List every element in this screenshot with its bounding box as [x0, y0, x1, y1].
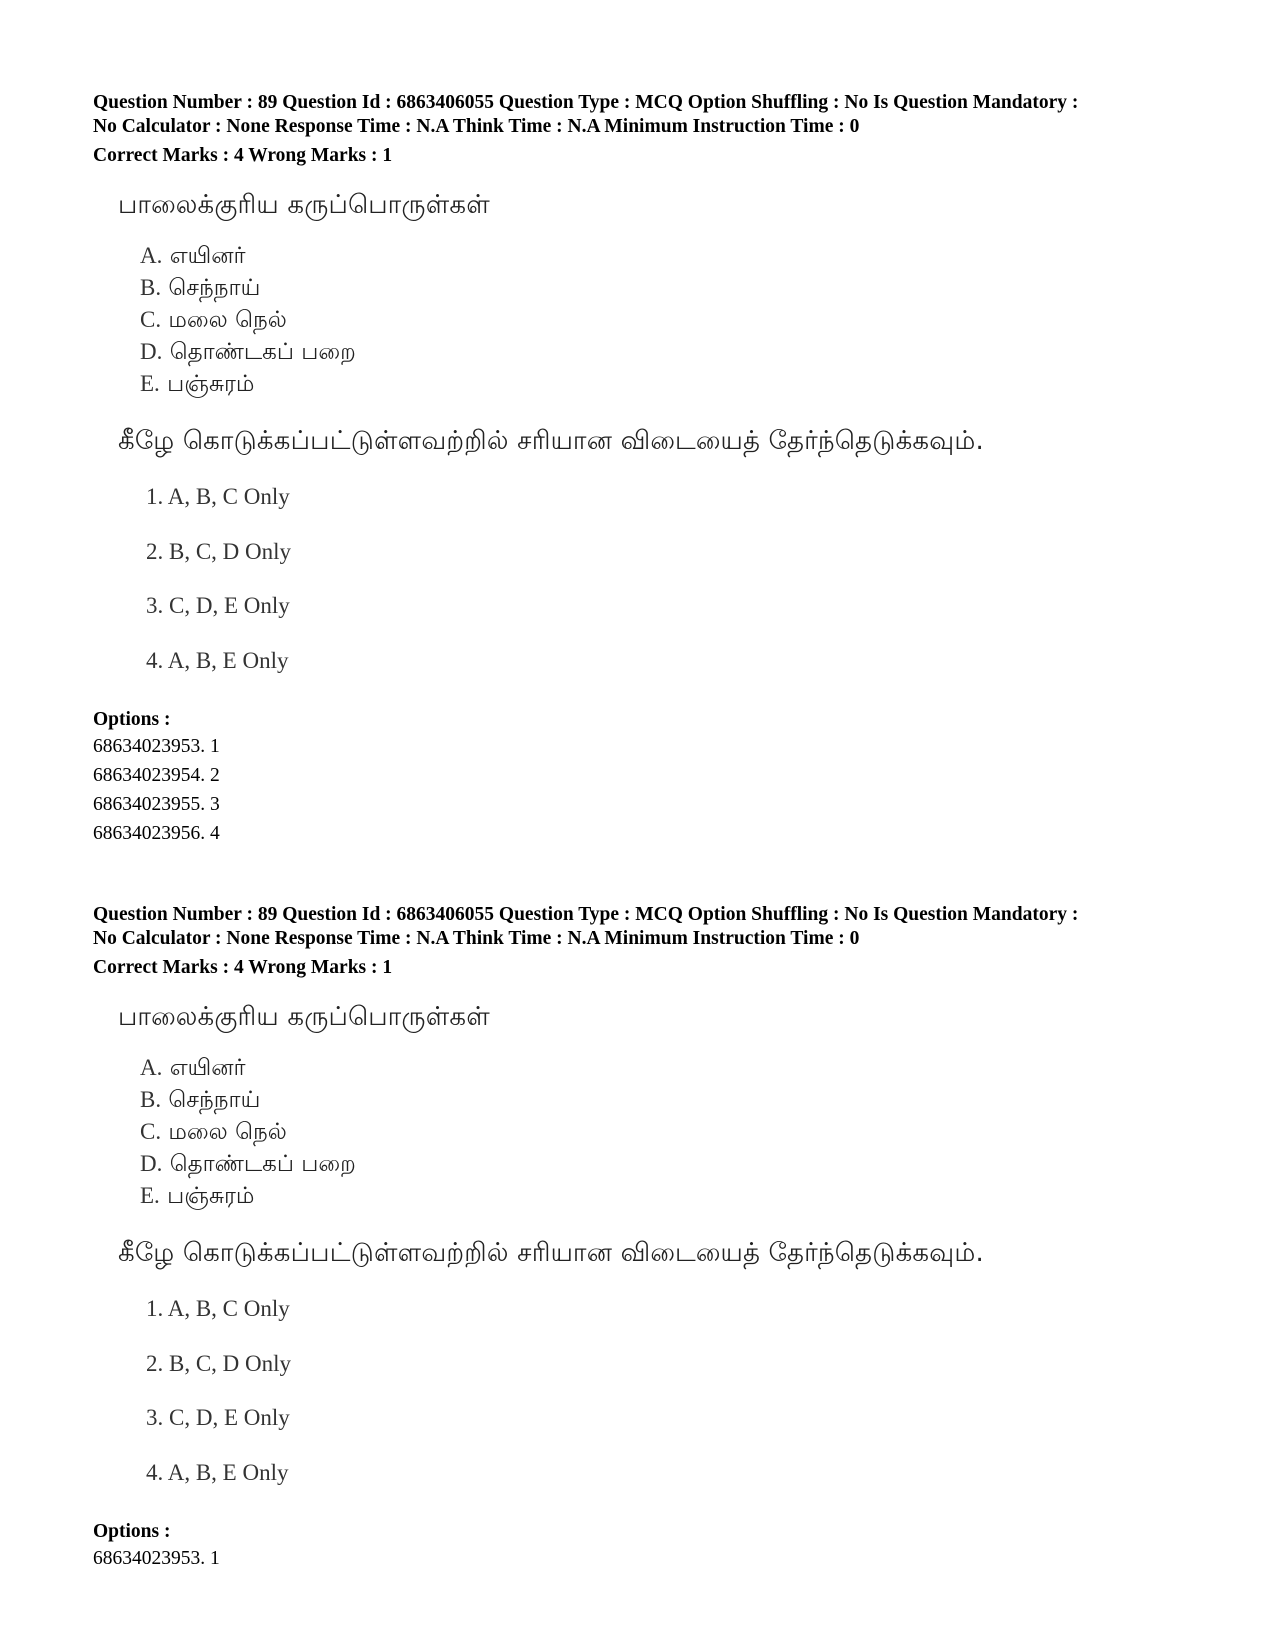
- question-marks: Correct Marks : 4 Wrong Marks : 1: [93, 145, 393, 166]
- question-meta-line-2: No Calculator : None Response Time : N.A Think Time : N.A Minimum Instruction Time : 0: [93, 928, 860, 949]
- statement-text: எயினர்: [169, 243, 246, 269]
- statement-label: A.: [140, 1055, 163, 1080]
- answer-choice-4: 4. A, B, E Only: [146, 647, 289, 673]
- statement-e: [140, 1180, 356, 1212]
- question-meta-line-1: Question Number : 89 Question Id : 6863406055 Question Type : MCQ Option Shuffling : No Is Question Mandatory :: [93, 904, 1079, 925]
- statement-b: [140, 272, 356, 304]
- statement-e: [140, 368, 356, 400]
- option-id-3: 68634023955. 3: [93, 794, 220, 815]
- statement-text: செந்நாய்: [168, 1087, 261, 1113]
- question-stem: பாலைக்குரிய கருப்பொருள்கள்: [118, 190, 490, 220]
- statement-text: எயினர்: [169, 1055, 246, 1081]
- answer-choice-2: 2. B, C, D Only: [146, 1350, 292, 1376]
- statement-label: E.: [140, 371, 160, 396]
- statement-c: [140, 304, 356, 336]
- statement-label: B.: [140, 1087, 162, 1112]
- option-id-2: 68634023954. 2: [93, 765, 220, 786]
- answer-choice-1: 1. A, B, C Only: [146, 1296, 290, 1321]
- answer-choice-3: 3. C, D, E Only: [146, 593, 290, 618]
- options-section: [93, 1520, 1203, 1573]
- statement-label: C.: [140, 307, 162, 332]
- answer-choice-3: 3. C, D, E Only: [146, 1405, 290, 1430]
- question-instruction: கீழே கொடுக்கப்பட்டுள்ளவற்றில் சரியான விடையைத் தேர்ந்தெடுக்கவும்.: [118, 1238, 984, 1268]
- option-id-4: 68634023956. 4: [93, 823, 220, 844]
- statement-label: A.: [140, 243, 163, 268]
- question-instruction: கீழே கொடுக்கப்பட்டுள்ளவற்றில் சரியான விடையைத் தேர்ந்தெடுக்கவும்.: [118, 426, 984, 456]
- statement-d: [140, 1148, 356, 1180]
- question-body: [118, 188, 1203, 708]
- question-block-2: [93, 903, 1203, 1573]
- statement-text: மலை நெல்: [168, 307, 287, 333]
- question-stem: பாலைக்குரிய கருப்பொருள்கள்: [118, 1002, 490, 1032]
- statement-label: B.: [140, 275, 162, 300]
- question-block-1: [93, 91, 1203, 848]
- statement-text: தொண்டகப் பறை: [169, 339, 356, 365]
- question-meta-line-2: No Calculator : None Response Time : N.A Think Time : N.A Minimum Instruction Time : 0: [93, 116, 860, 137]
- question-marks: Correct Marks : 4 Wrong Marks : 1: [93, 957, 393, 978]
- statement-c: [140, 1116, 356, 1148]
- statement-label: D.: [140, 339, 163, 364]
- statement-label: E.: [140, 1183, 160, 1208]
- option-id-1: 68634023953. 1: [93, 1548, 220, 1569]
- answer-choice-2: 2. B, C, D Only: [146, 538, 292, 564]
- statement-a: [140, 1052, 356, 1084]
- statement-text: பஞ்சுரம்: [167, 1183, 255, 1209]
- answer-choice-list: [146, 482, 291, 700]
- question-meta-line-1: Question Number : 89 Question Id : 6863406055 Question Type : MCQ Option Shuffling : No Is Question Mandatory :: [93, 92, 1079, 113]
- statement-b: [140, 1084, 356, 1116]
- statement-text: தொண்டகப் பறை: [169, 1151, 356, 1177]
- question-body: [118, 1000, 1203, 1520]
- answer-choice-1: 1. A, B, C Only: [146, 484, 290, 509]
- statement-a: [140, 240, 356, 272]
- statement-text: செந்நாய்: [168, 275, 261, 301]
- option-id-1: 68634023953. 1: [93, 736, 220, 757]
- answer-choice-list: [146, 1294, 291, 1512]
- options-heading: Options :: [93, 709, 171, 730]
- answer-choice-4: 4. A, B, E Only: [146, 1459, 289, 1485]
- statement-d: [140, 336, 356, 368]
- statement-list: [140, 240, 356, 400]
- statement-text: மலை நெல்: [168, 1119, 287, 1145]
- statement-text: பஞ்சுரம்: [167, 371, 255, 397]
- statement-label: D.: [140, 1151, 163, 1176]
- options-heading: Options :: [93, 1521, 171, 1542]
- statement-label: C.: [140, 1119, 162, 1144]
- statement-list: [140, 1052, 356, 1212]
- options-section: [93, 708, 1203, 848]
